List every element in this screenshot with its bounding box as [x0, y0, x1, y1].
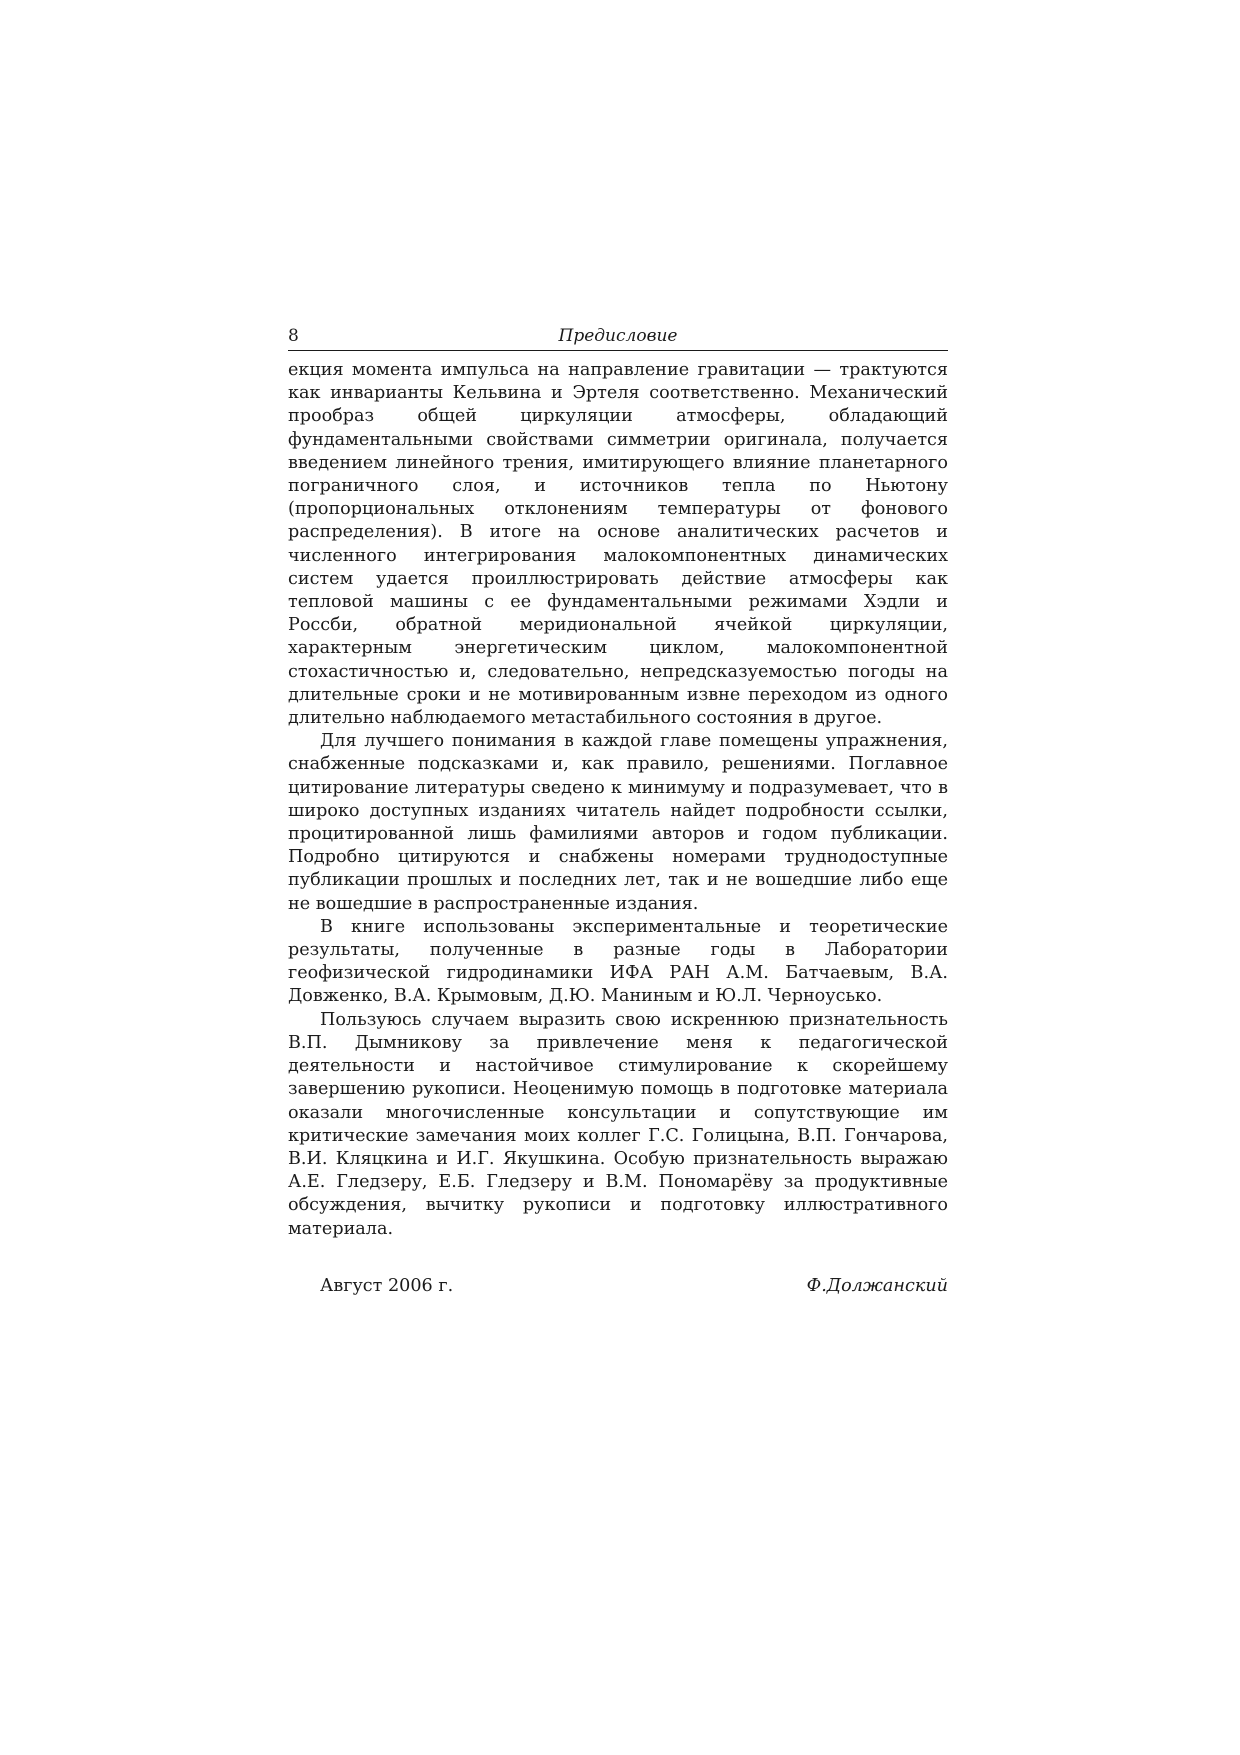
paragraph-acknowledgements: Пользуюсь случаем выразить свою искреннюю признательность В.П. Дымникову за привлечение меня к педагогической деятельности и настойчивое стимулирование к скорейшему завершению рукописи. Неоценимую помощь в подготовке материала оказали многочисленные консультации и сопутствующие им критические замечания моих коллег Г.С. Голицына, В.П. Гончарова, В.И. Кляцкина и И.Г. Якушкина. Особую признательность выражаю А.Е. Гледзеру, Е.Б. Гледзеру и В.М. Пономарёву за продуктивные обсуждения, вычитку рукописи и подготовку иллюстративного материала. [288, 1009, 948, 1239]
running-head [288, 324, 948, 351]
running-title: Предисловие [558, 326, 678, 346]
signature-row [288, 1275, 948, 1298]
paragraph-results: В книге использованы экспериментальные и теоретические результаты, полученные в разные годы в Лаборатории геофизической гидродинамики ИФА РАН А.М. Батчаевым, В.А. Довженко, В.А. Крымовым, Д.Ю. Маниным и Ю.Л. Черноусько. [288, 916, 948, 1007]
page-number: 8 [288, 326, 299, 346]
body-text [288, 359, 948, 1241]
paragraph-exercises: Для лучшего понимания в каждой главе помещены упражнения, снабженные подсказками и, как правило, решениями. Поглавное цитирование литературы сведено к минимуму и подразумевает, что в широко доступных изданиях читатель найдет подробности ссылки, процитированной лишь фамилиями авторов и годом публикации. Подробно цитируются и снабжены номерами труднодоступные публикации прошлых и последних лет, так и не вошедшие либо еще не вошедшие в распространенные издания. [288, 731, 948, 914]
book-page [288, 324, 948, 1298]
signature-date: Август 2006 г. [320, 1275, 454, 1296]
paragraph-continuation: екция момента импульса на направление гравитации — трактуются как инварианты Кельвина и Эртеля соответственно. Механический прообраз общей циркуляции атмосферы, обладающий фундаментальными свойствами симметрии оригинала, получается введением линейного трения, имитирующего влияние планетарного пограничного слоя, и источников тепла по Ньютону (пропорциональных отклонениям температуры от фонового распределения). В итоге на основе аналитических расчетов и численного интегрирования малокомпонентных динамических систем удается проиллюстрировать действие атмосферы как тепловой машины с ее фундаментальными режимами Хэдли и Россби, обратной меридиональной ячейкой циркуляции, характерным энергетическим циклом, малокомпонентной стохастичностью и, следовательно, непредсказуемостью погоды на длительные сроки и не мотивированным извне переходом из одного длительно наблюдаемого метастабильного состояния в другое. [288, 360, 948, 729]
signature-author: Ф.Должанский [806, 1275, 948, 1296]
